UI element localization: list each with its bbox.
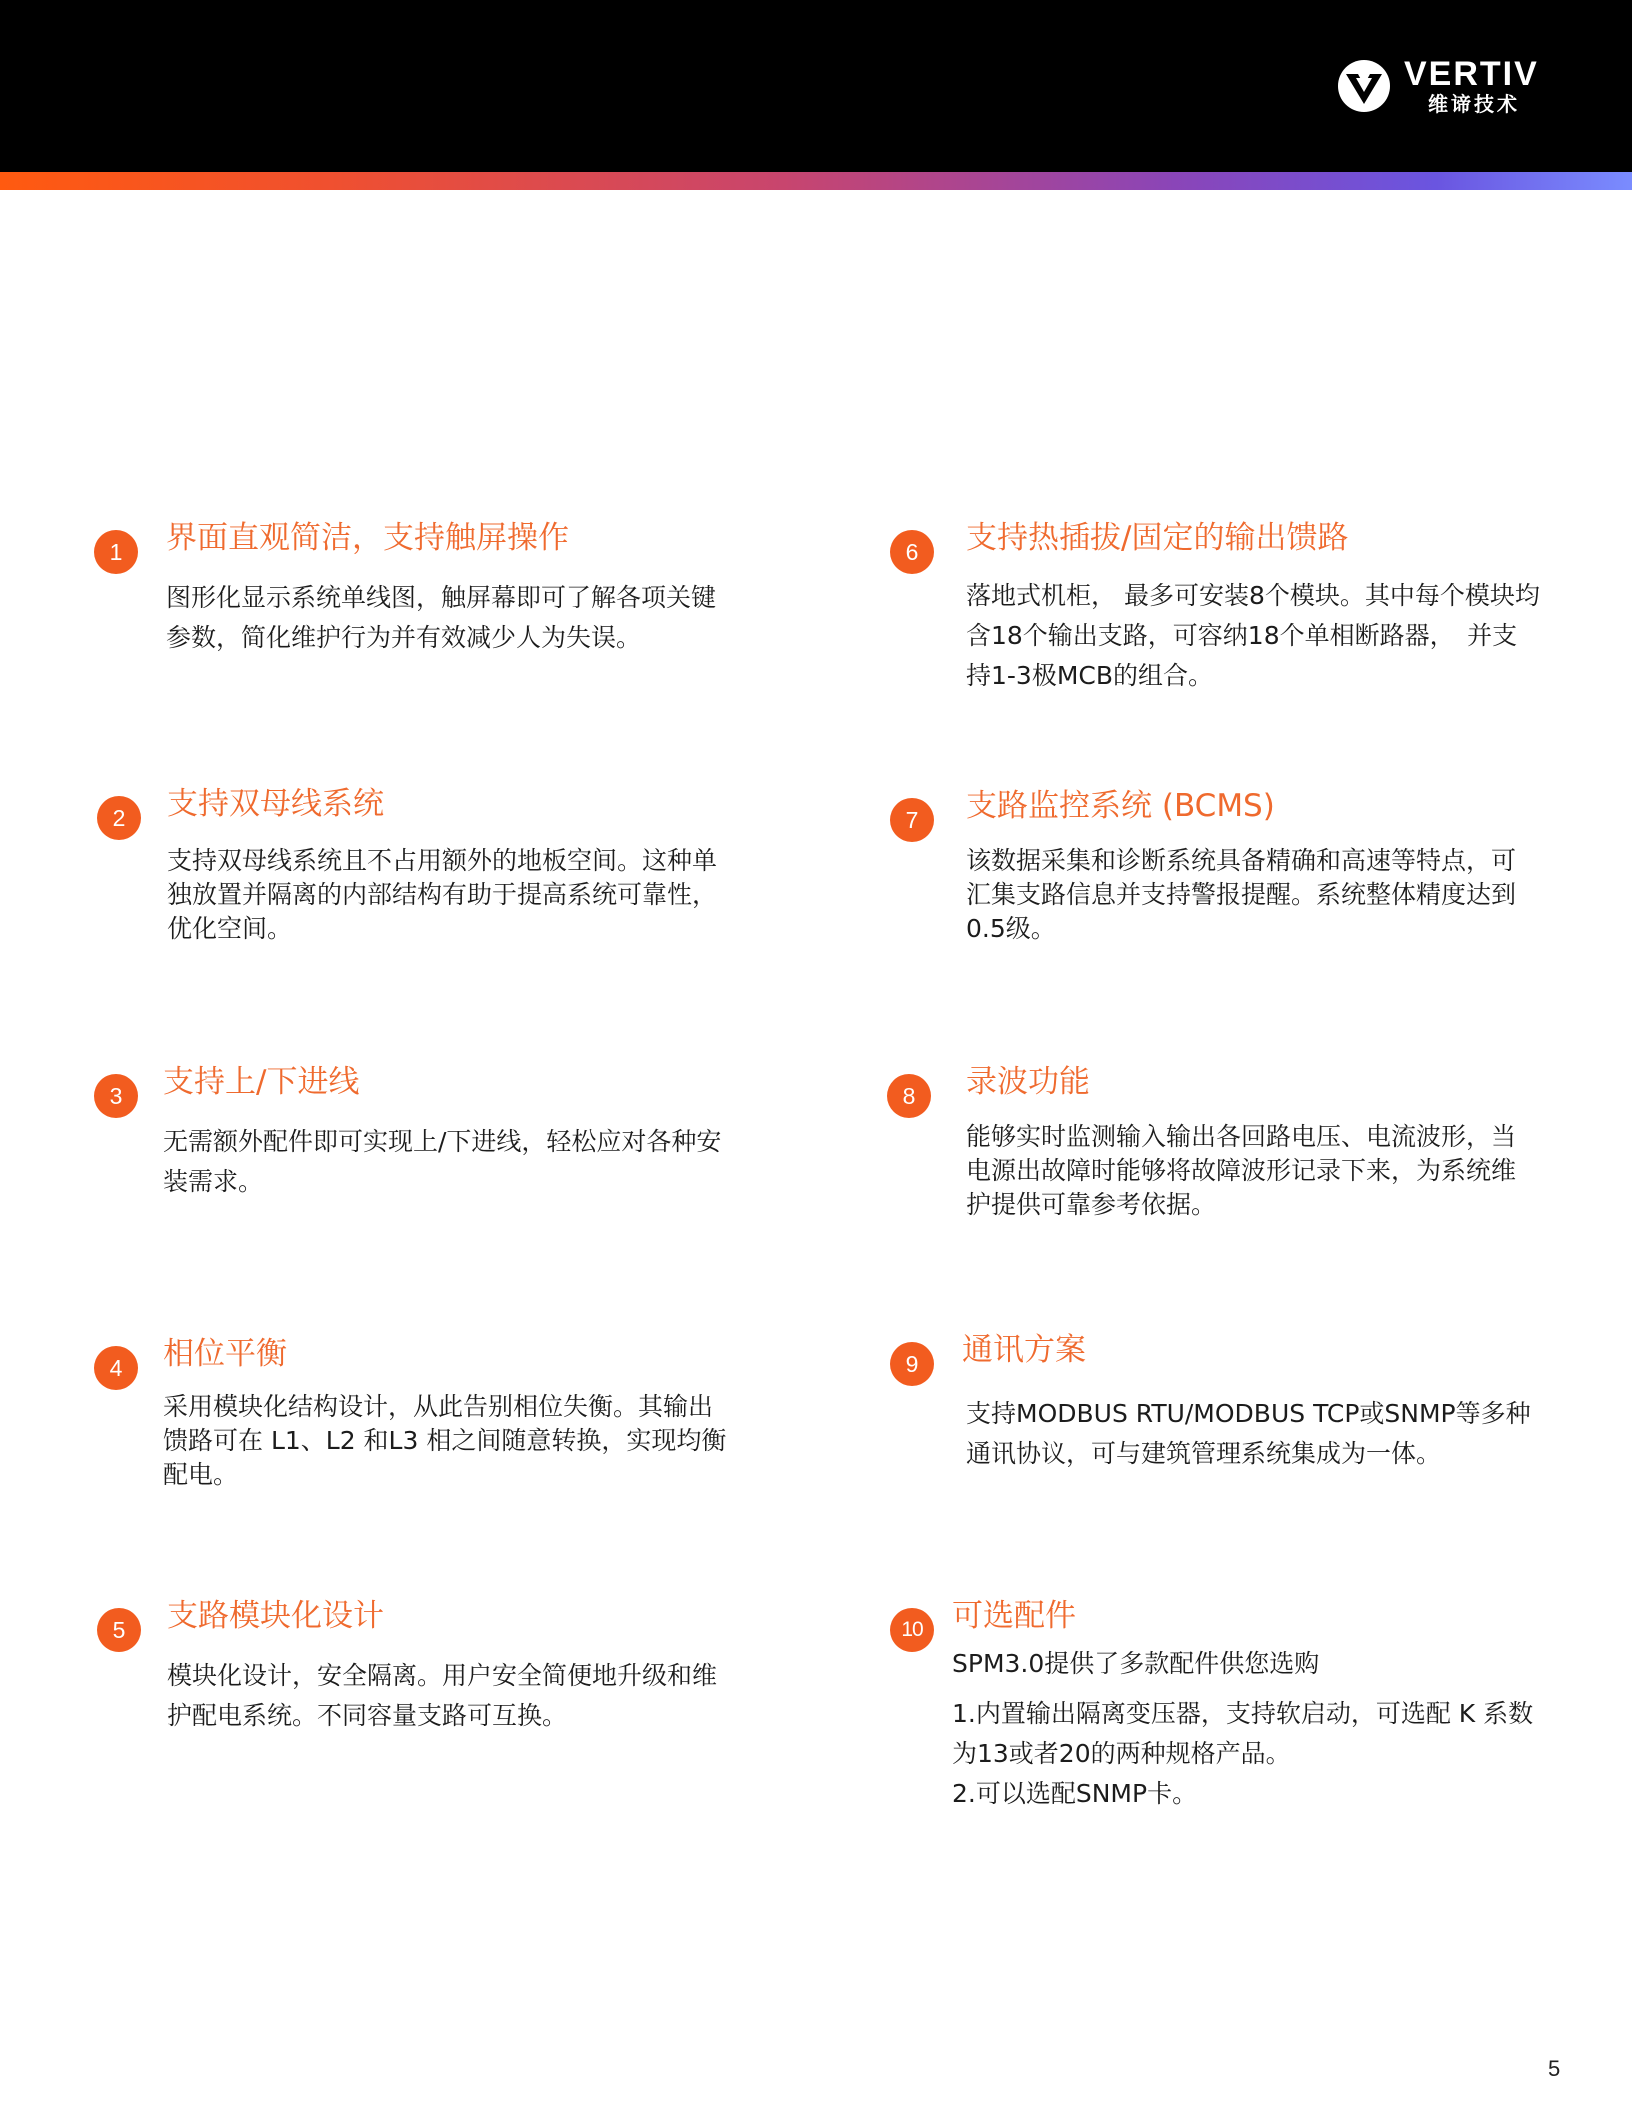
feature-number-badge: 8 <box>887 1074 931 1118</box>
feature-body: 该数据采集和诊断系统具备精确和高速等特点，可汇集支路信息并支持警报提醒。系统整体精度达到0.5级。 <box>966 846 1517 943</box>
feature-body: 支持MODBUS RTU/MODBUS TCP或SNMP等多种通讯协议，可与建筑管理系统集成为一体。 <box>966 1399 1531 1468</box>
feature-body: 无需额外配件即可实现上/下进线，轻松应对各种安装需求。 <box>163 1127 722 1196</box>
header-bar <box>0 0 1632 172</box>
feature-body: SPM3.0提供了多款配件供您选购 1.内置输出隔离变压器，支持软启动，可选配 K 系数为13或者20的两种规格产品。 2.可以选配SNMP卡。 <box>952 1649 1534 1808</box>
feature-title: 相位平衡 <box>163 1336 287 1372</box>
feature-number-badge: 6 <box>890 530 934 574</box>
gradient-stripe <box>0 172 1632 190</box>
feature-body: 能够实时监测输入输出各回路电压、电流波形，当电源出故障时能够将故障波形记录下来，为系统维护提供可靠参考依据。 <box>966 1122 1517 1219</box>
feature-number-badge: 4 <box>94 1346 138 1390</box>
feature-number-badge: 1 <box>94 530 138 574</box>
feature-title: 通讯方案 <box>962 1332 1086 1368</box>
feature-title: 支持上/下进线 <box>163 1064 360 1100</box>
feature-body: 图形化显示系统单线图，触屏幕即可了解各项关键参数，简化维护行为并有效减少人为失误。 <box>166 583 717 652</box>
brand-subtitle: 维谛技术 <box>1428 92 1520 116</box>
feature-body: 落地式机柜， 最多可安装8个模块。其中每个模块均含18个输出支路，可容纳18个单相断路器， 并支持1-3极MCB的组合。 <box>966 581 1540 690</box>
feature-number-badge: 3 <box>94 1074 138 1118</box>
feature-body: 模块化设计，安全隔离。用户安全简便地升级和维护配电系统。不同容量支路可互换。 <box>167 1661 718 1730</box>
feature-number-badge: 2 <box>97 796 141 840</box>
feature-title: 界面直观简洁，支持触屏操作 <box>166 520 569 556</box>
feature-title: 支路监控系统 (BCMS) <box>966 788 1275 824</box>
feature-number-badge: 7 <box>890 798 934 842</box>
feature-body: 支持双母线系统且不占用额外的地板空间。这种单独放置并隔离的内部结构有助于提高系统可靠性，优化空间。 <box>167 846 718 943</box>
vertiv-logo-icon <box>1336 58 1392 114</box>
feature-title: 支持双母线系统 <box>167 786 384 822</box>
vertiv-logo <box>1336 54 1539 118</box>
feature-title: 可选配件 <box>952 1598 1076 1634</box>
page-number: 5 <box>1548 2056 1561 2081</box>
brand-name: VERTIV <box>1404 55 1539 93</box>
feature-number-badge: 5 <box>97 1608 141 1652</box>
feature-number-badge: 10 <box>890 1608 934 1652</box>
feature-title: 支持热插拔/固定的输出馈路 <box>966 520 1349 556</box>
feature-number-badge: 9 <box>890 1342 934 1386</box>
feature-title: 录波功能 <box>966 1064 1090 1100</box>
feature-title: 支路模块化设计 <box>167 1598 384 1634</box>
feature-body: 采用模块化结构设计，从此告别相位失衡。其输出馈路可在 L1、L2 和L3 相之间随意转换，实现均衡配电。 <box>163 1392 727 1489</box>
